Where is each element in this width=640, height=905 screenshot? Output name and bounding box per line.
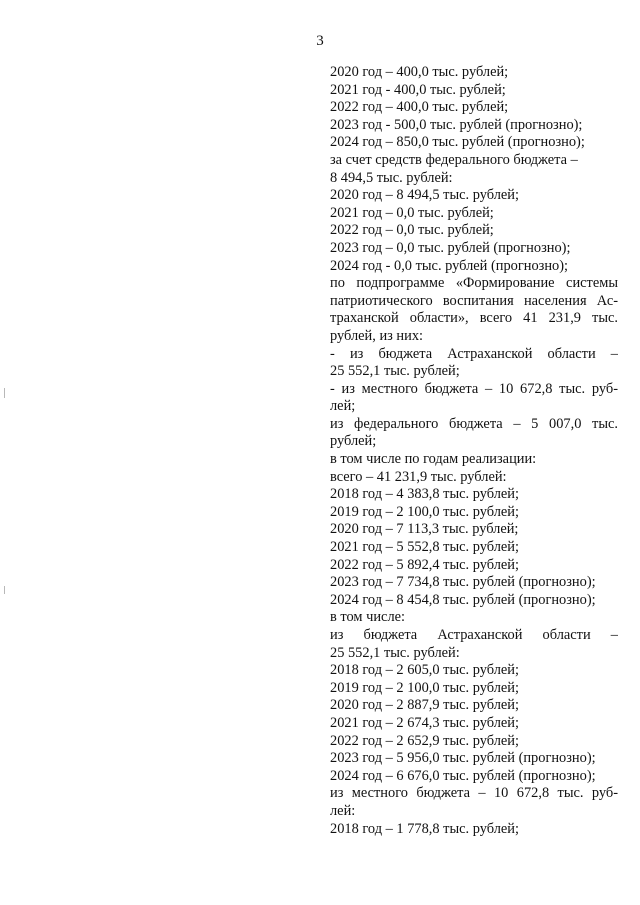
- text-line: 2020 год – 400,0 тыс. рублей;: [330, 64, 509, 80]
- text-line: в том числе:: [330, 609, 406, 626]
- text-line: 2019 год – 2 100,0 тыс. рублей;: [330, 679, 519, 696]
- text-line: лей:: [330, 802, 356, 819]
- text-line: рублей;: [330, 433, 377, 450]
- text-line: 2018 год – 2 605,0 тыс. рублей;: [330, 662, 519, 679]
- text-line: 25 552,1 тыс. рублей;: [330, 363, 460, 380]
- text-line: 2018 год – 1 778,8 тыс. рублей;: [330, 820, 519, 837]
- text-line: 2020 год – 7 113,3 тыс. рублей;: [330, 521, 519, 538]
- text-line: по подпрограмме «Формирование системы: [330, 275, 618, 292]
- document-body: [330, 64, 618, 838]
- text-line: из местного бюджета – 10 672,8 тыс. руб-: [330, 785, 618, 802]
- text-line: - из бюджета Астраханской области –: [330, 345, 618, 362]
- text-line: 2024 год - 0,0 тыс. рублей (прогнозно);: [330, 257, 569, 274]
- text-line: 2021 год - 400,0 тыс. рублей;: [330, 81, 506, 98]
- text-line: 2024 год – 8 454,8 тыс. рублей (прогнозно);: [330, 591, 596, 608]
- text-line: из бюджета Астраханской области –: [330, 627, 618, 643]
- text-line: 2024 год – 850,0 тыс. рублей (прогнозно);: [330, 134, 585, 151]
- text-line: в том числе по годам реализации:: [330, 451, 537, 468]
- text-line: 8 494,5 тыс. рублей:: [330, 169, 453, 186]
- text-line: 2023 год - 500,0 тыс. рублей (прогнозно);: [330, 116, 583, 133]
- text-line: 2018 год – 4 383,8 тыс. рублей;: [330, 486, 519, 503]
- text-line: траханской области», всего 41 231,9 тыс.: [330, 310, 618, 327]
- text-line: лей;: [330, 398, 356, 415]
- text-line: 2020 год – 8 494,5 тыс. рублей;: [330, 187, 519, 204]
- text-line: 2021 год – 5 552,8 тыс. рублей;: [330, 539, 519, 556]
- text-line: 2023 год – 7 734,8 тыс. рублей (прогнозно);: [330, 574, 596, 591]
- text-line: 2019 год – 2 100,0 тыс. рублей;: [330, 503, 519, 520]
- text-line: 2022 год – 0,0 тыс. рублей;: [330, 222, 494, 239]
- text-line: 2022 год – 5 892,4 тыс. рублей;: [330, 556, 519, 573]
- text-line: патриотического воспитания населения Ас-: [330, 292, 618, 309]
- text-line: 2024 год – 6 676,0 тыс. рублей (прогнозно);: [330, 767, 596, 784]
- text-line: 2022 год – 2 652,9 тыс. рублей;: [330, 732, 519, 749]
- text-line: всего – 41 231,9 тыс. рублей:: [330, 468, 507, 485]
- page-number: 3: [316, 33, 324, 49]
- scan-margin-mark: [4, 388, 5, 398]
- scan-margin-mark: [4, 586, 5, 594]
- text-line: 2022 год – 400,0 тыс. рублей;: [330, 99, 509, 116]
- text-line: - из местного бюджета – 10 672,8 тыс. руб-: [330, 380, 618, 397]
- text-line: 2023 год – 0,0 тыс. рублей (прогнозно);: [330, 239, 571, 256]
- text-line: за счет средств федерального бюджета –: [330, 151, 578, 168]
- text-line: 2021 год – 2 674,3 тыс. рублей;: [330, 714, 519, 731]
- text-line: 25 552,1 тыс. рублей:: [330, 644, 460, 661]
- text-line: из федерального бюджета – 5 007,0 тыс.: [330, 415, 618, 432]
- text-line: 2020 год – 2 887,9 тыс. рублей;: [330, 697, 519, 714]
- text-line: 2023 год – 5 956,0 тыс. рублей (прогнозно);: [330, 750, 596, 767]
- text-line: 2021 год – 0,0 тыс. рублей;: [330, 204, 494, 221]
- text-line: рублей, из них:: [330, 327, 424, 344]
